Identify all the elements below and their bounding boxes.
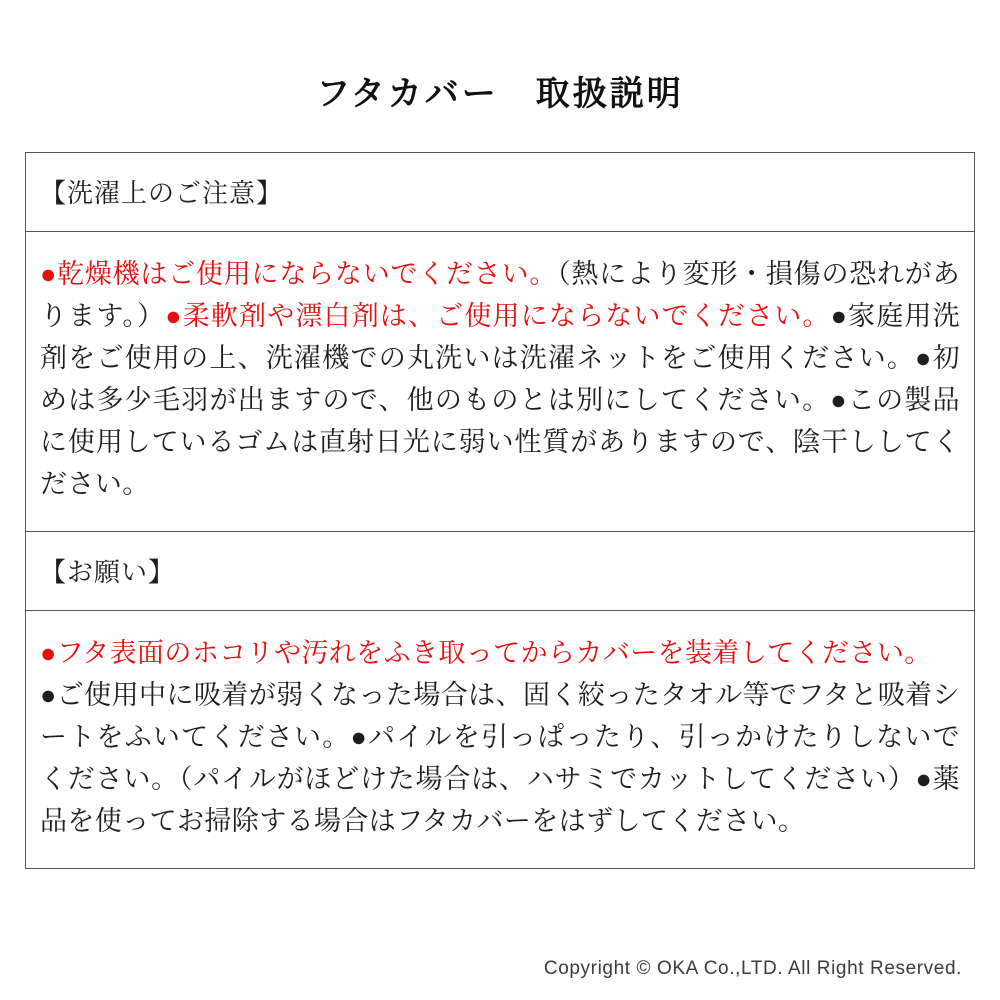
care-instructions-table xyxy=(25,152,975,869)
page-title: フタカバー 取扱説明 xyxy=(316,75,684,113)
copyright-notice: Copyright © OKA Co.,LTD. All Right Reserved. xyxy=(543,958,962,979)
instruction-segment: ●柔軟剤や漂白剤は、ご使用にならないでください。 xyxy=(165,301,831,331)
section-heading-request: 【お願い】 xyxy=(26,532,974,611)
section-heading-washing-notes: 【洗濯上のご注意】 xyxy=(26,153,974,232)
instruction-segment: （熱により変形・損傷の恐れがあります。） xyxy=(40,259,960,331)
instruction-segment: ●家庭用洗剤をご使用の上、洗濯機での丸洗いは洗濯ネットをご使用ください。●初めは多少毛羽が出ますので、他のものとは別にしてください。●この製品に使用しているゴムは直射日光に弱い性質がありますので、陰干ししてください。 xyxy=(40,301,960,499)
section-body-washing-notes xyxy=(26,232,974,532)
section-body-request xyxy=(26,611,974,868)
instruction-segment: ●ご使用中に吸着が弱くなった場合は、固く絞ったタオル等でフタと吸着シートをふいてください。●パイルを引っぱったり、引っかけたりしないでください。（パイルがほどけた場合は、ハサミでカットしてください）●薬品を使ってお掃除する場合はフタカバーをはずしてください。 xyxy=(40,680,960,836)
instruction-segment: ●フタ表面のホコリや汚れをふき取ってからカバーを装着してください。 xyxy=(40,638,932,668)
instruction-segment: ●乾燥機はご使用にならないでください。 xyxy=(40,259,558,289)
